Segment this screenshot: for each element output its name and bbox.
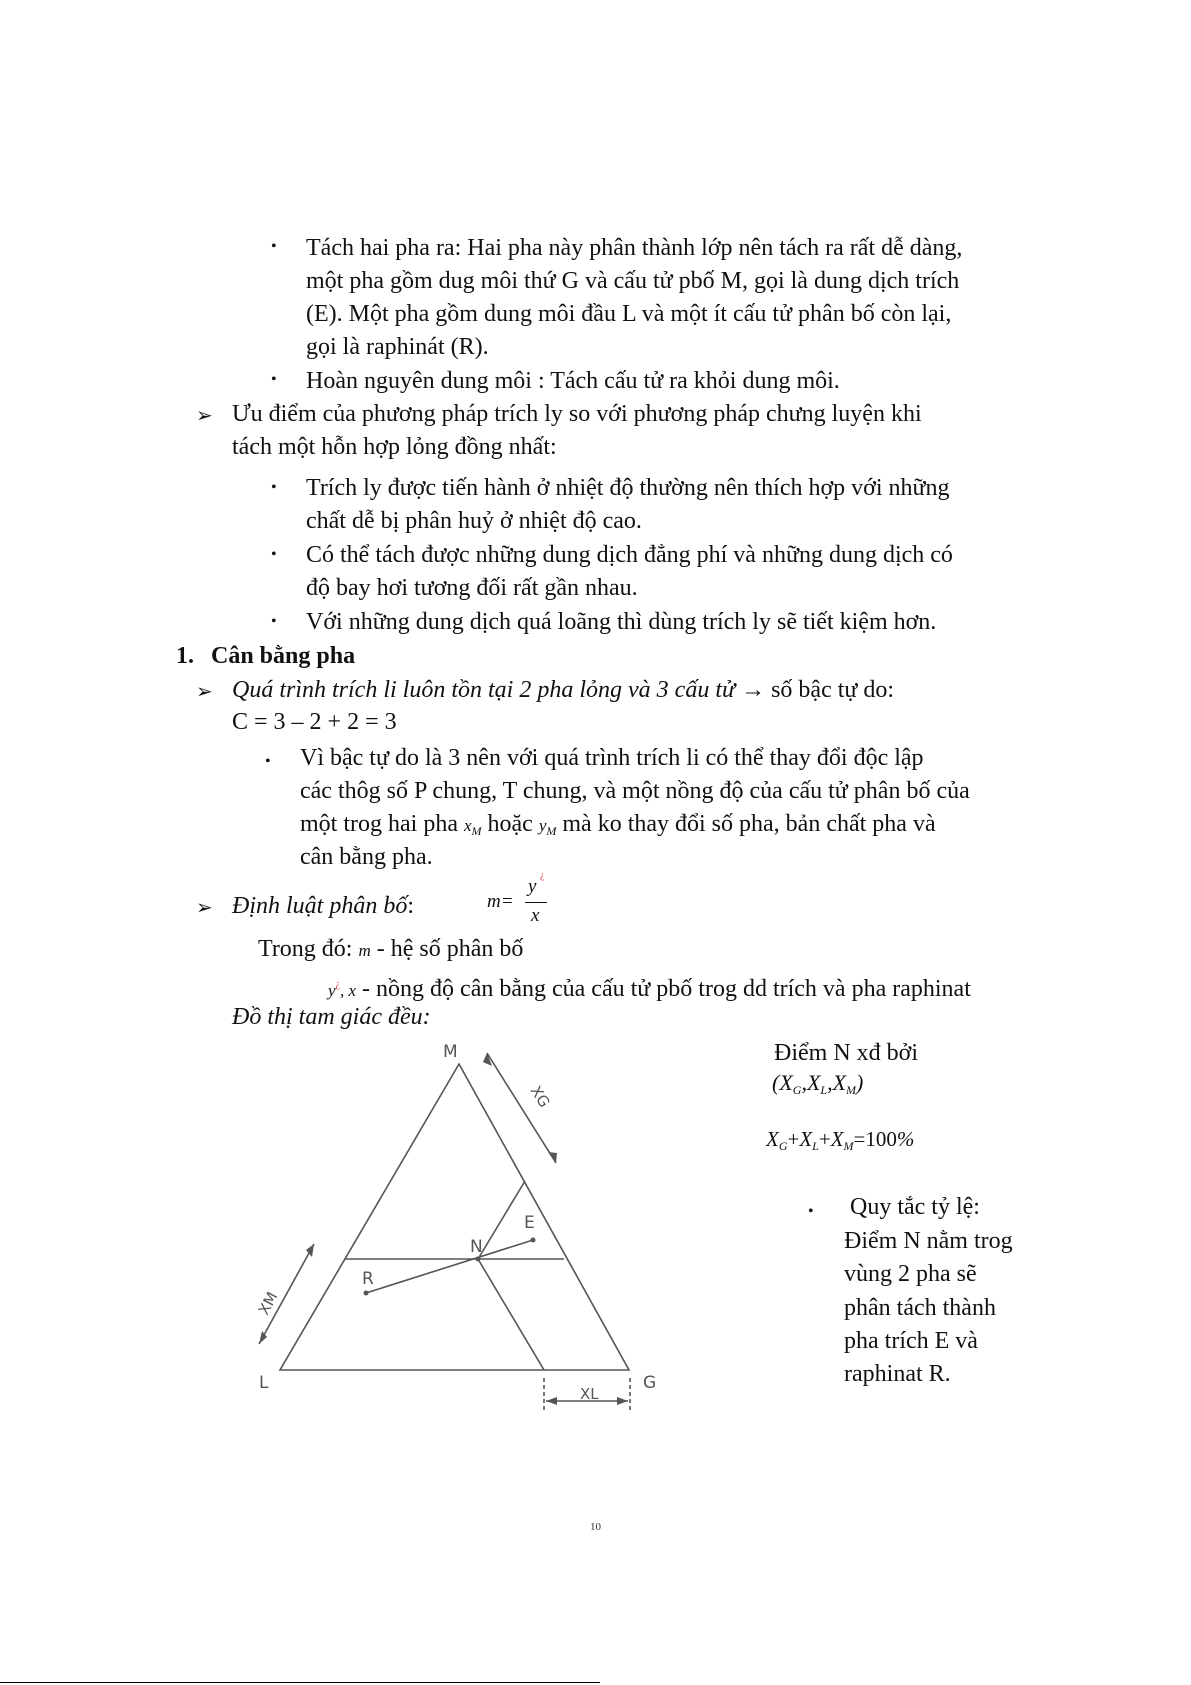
triangle-outline	[280, 1064, 629, 1370]
rule-line: raphinat R.	[844, 1361, 951, 1387]
bullet-dot: •	[271, 238, 277, 255]
mix-line-xg-upper	[478, 1181, 525, 1259]
text-line	[258, 932, 523, 968]
text-line: gọi là raphinát (R).	[306, 334, 489, 360]
page-number: 10	[590, 1521, 601, 1533]
math-x: X	[799, 1127, 813, 1151]
rule-line: Quy tắc tỷ lệ:	[850, 1194, 980, 1220]
ternary-diagram	[230, 1030, 670, 1420]
text-line: (E). Một pha gồm dung môi đầu L và một ít cấu tử phân bố còn lại,	[306, 301, 952, 327]
math-m: m	[358, 941, 371, 960]
math-sub: M	[846, 1083, 857, 1097]
math-sub: G	[778, 1139, 788, 1153]
math-x: X	[806, 1070, 821, 1095]
math-mark: ¿	[335, 979, 340, 990]
bullet-dot: •	[271, 371, 277, 388]
plus: +	[787, 1127, 800, 1151]
label-xl: XL	[580, 1385, 599, 1403]
math-x: X	[832, 1070, 847, 1095]
law-label	[232, 889, 414, 923]
label-xg: XG	[526, 1082, 554, 1111]
rule-line: pha trích E và	[844, 1328, 978, 1354]
formula-denominator: x	[531, 905, 540, 926]
math-x: X	[830, 1127, 844, 1151]
sum-equation	[766, 1127, 914, 1154]
rule-line: Điểm N nằm trog	[844, 1228, 1013, 1254]
text-line: Vì bậc tự do là 3 nên với quá trình trích li có thể thay đổi độc lập	[300, 745, 924, 771]
sep: ,	[801, 1070, 807, 1095]
equation: C = 3 – 2 + 2 = 3	[232, 709, 397, 735]
math-x: X	[766, 1127, 779, 1151]
math-sub: L	[820, 1083, 828, 1097]
text-span: - nồng độ cân bằng của cấu tử pbố trog dd trích và pha raphinat	[356, 976, 971, 1002]
bullet-dot: •	[271, 613, 277, 630]
formula-mark: ¿	[540, 870, 545, 881]
text-line: Có thể tách được những dung dịch đẳng phí và những dung dịch có	[306, 542, 953, 568]
text-line: Trích ly được tiến hành ở nhiệt độ thường nên thích hợp với những	[306, 475, 950, 501]
point-n-text: Điểm N xđ bởi	[774, 1040, 919, 1066]
text-span: hoặc	[481, 811, 539, 837]
arrowhead	[548, 1152, 557, 1163]
diagram-title: Đồ thị tam giác đều:	[232, 1004, 431, 1030]
arrow-bullet-icon: ➢	[196, 405, 213, 427]
text-span: một trog hai pha	[300, 811, 464, 837]
text-span: - hệ số phân bố	[370, 936, 524, 962]
formula-numerator: y	[528, 876, 537, 897]
text-line: Với những dung dịch quá loãng thì dùng trích ly sẽ tiết kiệm hơn.	[306, 609, 937, 635]
math-x: X	[779, 1070, 793, 1095]
fraction-bar	[525, 902, 547, 903]
section-title: Cân bằng pha	[211, 643, 356, 669]
sep: ,	[827, 1070, 833, 1095]
text-line: cân bằng pha.	[300, 844, 433, 870]
text-span: mà ko thay đổi số pha, bản chất pha và	[556, 811, 936, 837]
bullet-dot: •	[271, 546, 277, 563]
math-sub: L	[812, 1139, 819, 1153]
text-line: chất dễ bị phân huỷ ở nhiệt độ cao.	[306, 508, 642, 534]
text-span: → số bậc tự do:	[735, 677, 895, 703]
math-x: , x	[340, 981, 357, 1000]
math-sub: M	[471, 824, 482, 838]
label-xm: XM	[254, 1288, 282, 1318]
label-e: E	[524, 1213, 535, 1233]
label-r: R	[362, 1269, 374, 1289]
paren: (	[772, 1070, 780, 1095]
italic-text: Quá trình trích li luôn tồn tại 2 pha lỏng và 3 cấu tử	[232, 677, 736, 703]
bullet-dot: •	[808, 1203, 814, 1220]
math-sub: M	[843, 1139, 854, 1153]
paren: )	[856, 1070, 864, 1095]
math-sub: M	[546, 824, 557, 838]
point-r	[364, 1291, 369, 1296]
text-line: tách một hỗn hợp lỏng đồng nhất:	[232, 434, 557, 460]
label-g: G	[643, 1373, 657, 1393]
text-line: các thôg số P chung, T chung, và một nồng độ của cấu tử phân bố của	[300, 778, 970, 804]
arrowhead	[546, 1397, 557, 1405]
rule-line: phân tách thành	[844, 1295, 996, 1321]
text-span: Trong đó:	[258, 936, 359, 962]
arrow-bullet-icon: ➢	[196, 681, 213, 703]
text-line: một pha gồm dug môi thứ G và cấu tử pbố M, gọi là dung dịch trích	[306, 268, 960, 294]
point-n	[476, 1257, 481, 1262]
mix-line-xl	[478, 1259, 544, 1370]
text-line	[232, 673, 894, 707]
equals-value: =100	[853, 1127, 897, 1151]
math-y: y	[328, 981, 336, 1000]
label-n: N	[470, 1237, 483, 1257]
text-line: Hoàn nguyên dung môi : Tách cấu tử ra khỏi dung môi.	[306, 368, 840, 394]
label-m: M	[443, 1042, 458, 1062]
bullet-dot: •	[271, 479, 277, 496]
text-line: Tách hai pha ra: Hai pha này phân thành lớp nên tách ra rất dễ dàng,	[306, 235, 963, 261]
section-number: 1.	[176, 643, 194, 669]
plus: +	[818, 1127, 831, 1151]
bullet-dot: •	[265, 753, 271, 770]
math-y: y	[538, 816, 547, 835]
math-x: x	[463, 816, 472, 835]
math-sub: G	[792, 1083, 802, 1097]
percent: %	[896, 1127, 915, 1151]
formula-lhs: m=	[487, 891, 514, 912]
text-line: độ bay hơi tương đối rất gần nhau.	[306, 575, 638, 601]
arrowhead	[617, 1397, 628, 1405]
text-span: Định luật phân bố	[232, 893, 408, 919]
rule-line: vùng 2 pha sẽ	[844, 1261, 977, 1287]
footer-divider	[0, 1682, 600, 1683]
text-span: :	[407, 893, 415, 919]
label-l: L	[259, 1373, 269, 1393]
xg-dimension-line	[487, 1053, 556, 1163]
tie-line	[366, 1240, 533, 1293]
arrow-bullet-icon: ➢	[196, 897, 213, 919]
coordinate-tuple	[772, 1070, 863, 1098]
text-line: Ưu điểm của phương pháp trích ly so với phương pháp chưng luyện khi	[232, 401, 922, 427]
point-e	[531, 1238, 536, 1243]
